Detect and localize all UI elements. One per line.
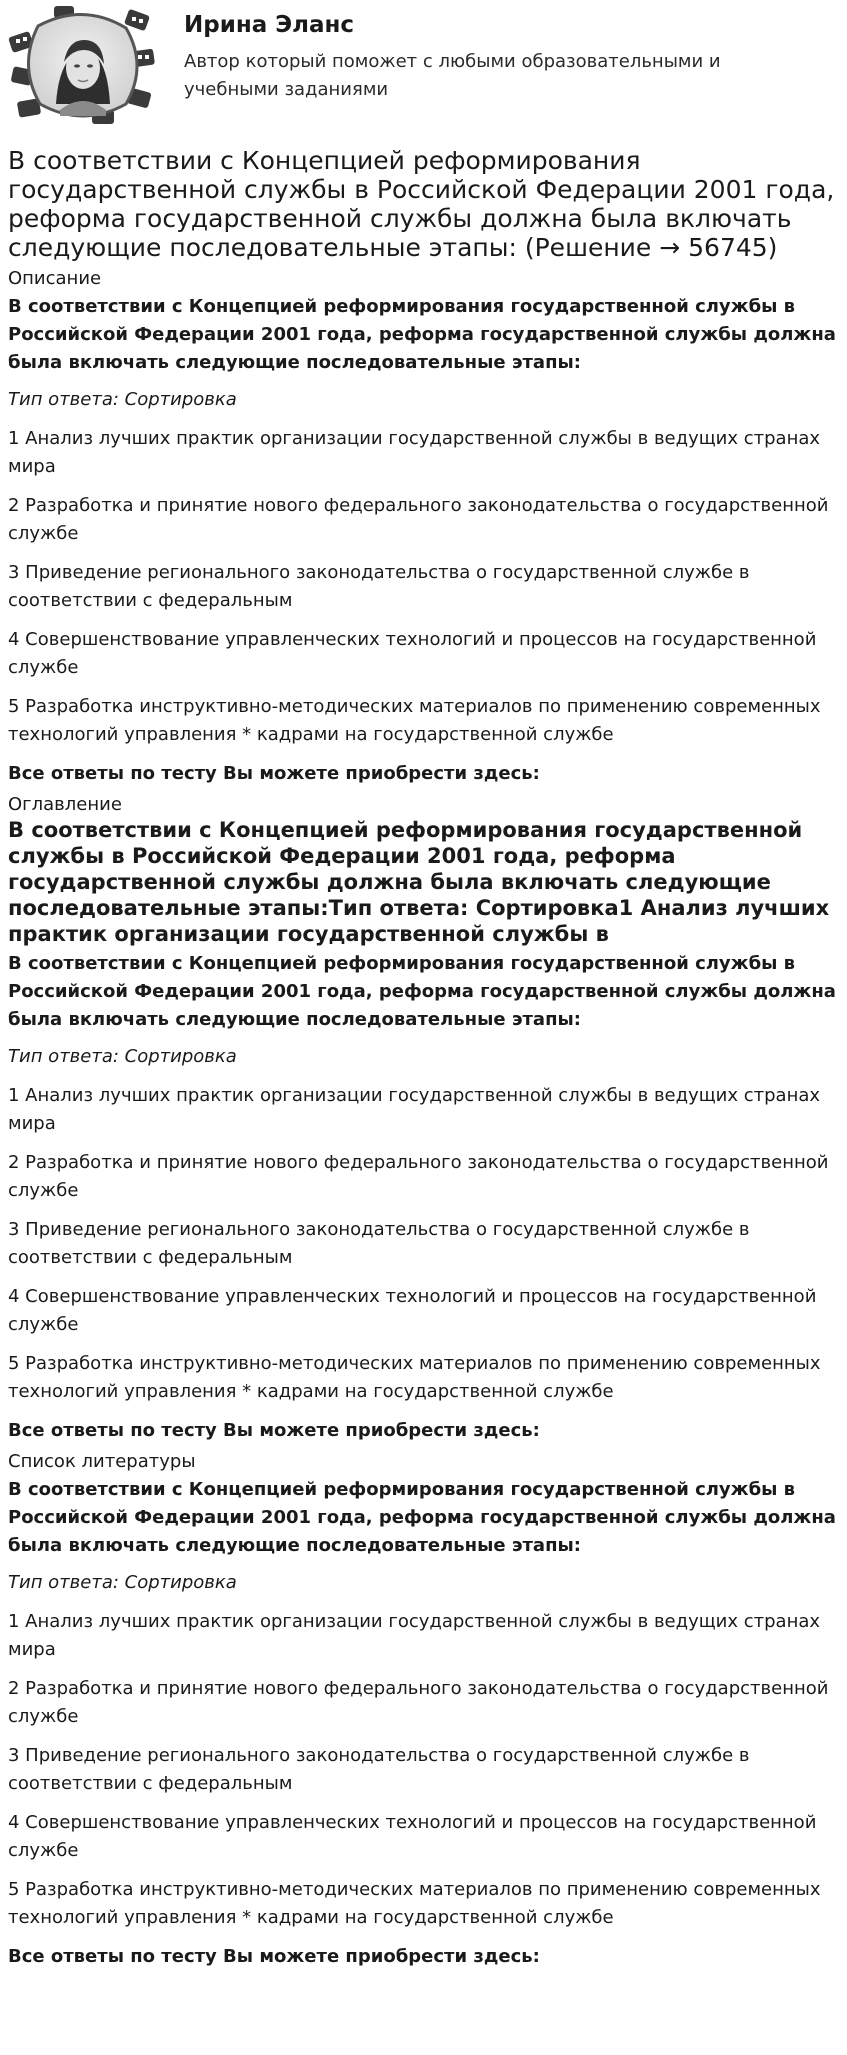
list-item: 1 Анализ лучших практик организации государственной службы в ведущих странах мира (8, 1611, 821, 1660)
section-label-description: Описание (8, 268, 102, 289)
section-label-toc: Оглавление (8, 794, 122, 815)
list-item: 4 Совершенствование управленческих технологий и процессов на государственной службе (8, 1812, 817, 1861)
list-item: 2 Разработка и принятие нового федерального законодательства о государственной службе (8, 495, 829, 544)
question-text: В соответствии с Концепцией реформирования государственной службы в Российской Федерации 2001 года, реформа государственной службы должна была включать следующие последовательные этапы: (8, 1479, 836, 1556)
purchase-note: Все ответы по тесту Вы можете приобрести здесь: (8, 1946, 540, 1967)
purchase-note: Все ответы по тесту Вы можете приобрести здесь: (8, 1420, 540, 1441)
list-item: 1 Анализ лучших практик организации государственной службы в ведущих странах мира (8, 1085, 821, 1134)
answer-type: Тип ответа: Сортировка (8, 389, 237, 410)
answer-type: Тип ответа: Сортировка (8, 1046, 237, 1067)
list-item: 5 Разработка инструктивно-методических материалов по применению современных технологий управления * кадрами на государственной службе (8, 696, 821, 745)
literature-section (8, 1451, 840, 1971)
list-item: 3 Приведение регионального законодательства о государственной службе в соответствии с федеральным (8, 1745, 750, 1794)
list-item: 3 Приведение регионального законодательства о государственной службе в соответствии с федеральным (8, 562, 750, 611)
question-text: В соответствии с Концепцией реформирования государственной службы в Российской Федерации 2001 года, реформа государственной службы должна была включать следующие последовательные этапы: (8, 296, 836, 373)
author-name: Ирина Эланс (184, 12, 355, 38)
description-section (8, 268, 840, 788)
purchase-note: Все ответы по тесту Вы можете приобрести здесь: (8, 763, 540, 784)
author-avatar (8, 6, 158, 126)
answer-list (8, 1082, 840, 1406)
list-item: 5 Разработка инструктивно-методических материалов по применению современных технологий управления * кадрами на государственной службе (8, 1879, 821, 1928)
page-title: В соответствии с Концепцией реформирования государственной службы в Российской Федерации 2001 года, реформа государственной службы должна была включать следующие последовательные этапы: (Решение → 56745) (8, 146, 835, 262)
list-item: 5 Разработка инструктивно-методических материалов по применению современных технологий управления * кадрами на государственной службе (8, 1353, 821, 1402)
answer-list (8, 425, 840, 749)
author-card (0, 0, 847, 130)
list-item: 2 Разработка и принятие нового федерального законодательства о государственной службе (8, 1678, 829, 1727)
answer-list (8, 1608, 840, 1932)
list-item: 2 Разработка и принятие нового федерального законодательства о государственной службе (8, 1152, 829, 1201)
toc-heading: В соответствии с Концепцией реформирования государственной службы в Российской Федерации 2001 года, реформа государственной службы должна была включать следующие последовательные этапы:Тип ответа: Сортировка1 Анализ лучших практик организации государственной службы в (8, 818, 830, 946)
toc-section (8, 794, 840, 1445)
list-item: 1 Анализ лучших практик организации государственной службы в ведущих странах мира (8, 428, 821, 477)
article (8, 146, 840, 1971)
author-description: Автор который поможет с любыми образовательными и учебными заданиями (184, 51, 721, 100)
list-item: 4 Совершенствование управленческих технологий и процессов на государственной службе (8, 629, 817, 678)
question-text: В соответствии с Концепцией реформирования государственной службы в Российской Федерации 2001 года, реформа государственной службы должна была включать следующие последовательные этапы: (8, 953, 836, 1030)
answer-type: Тип ответа: Сортировка (8, 1572, 237, 1593)
list-item: 3 Приведение регионального законодательства о государственной службе в соответствии с федеральным (8, 1219, 750, 1268)
section-label-literature: Список литературы (8, 1451, 196, 1472)
list-item: 4 Совершенствование управленческих технологий и процессов на государственной службе (8, 1286, 817, 1335)
